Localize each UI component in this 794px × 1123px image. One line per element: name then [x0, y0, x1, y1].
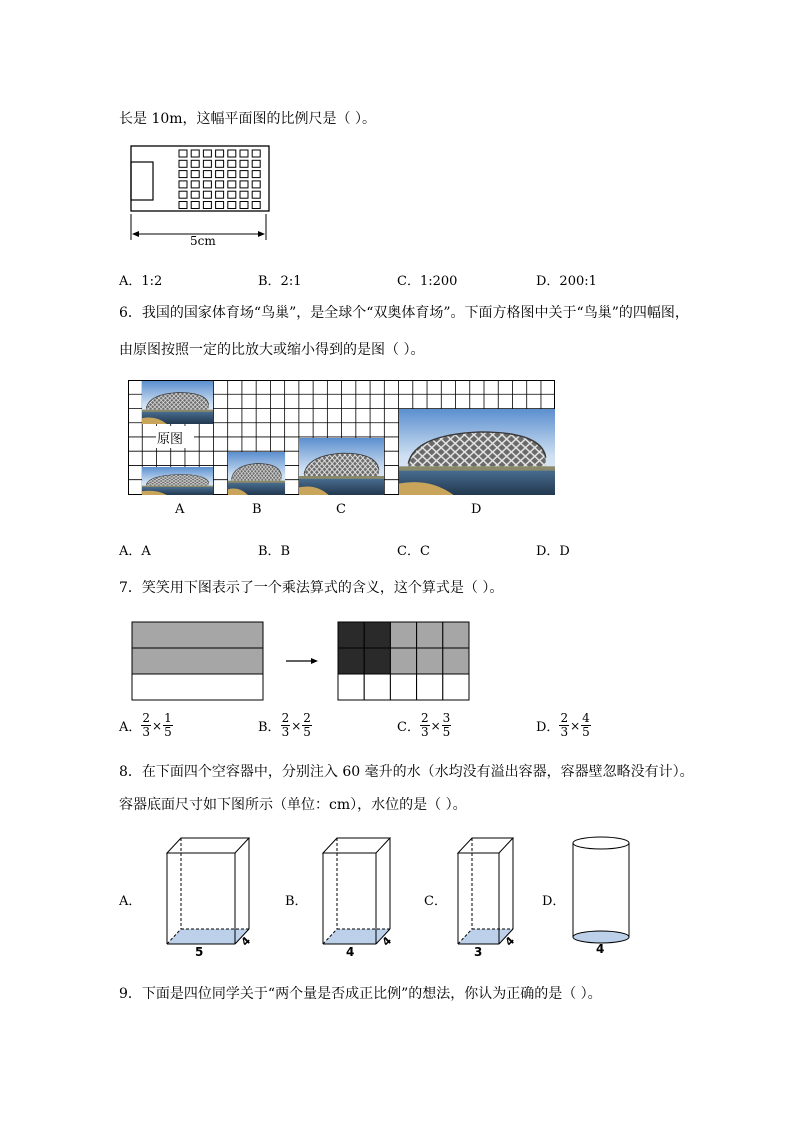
container-b-prism	[318, 835, 408, 965]
seat-square	[179, 171, 187, 178]
photo-a	[142, 467, 213, 495]
container-a-width: 5	[195, 945, 204, 959]
model-cell	[364, 648, 390, 674]
q5-option-a[interactable]: A．1:2	[119, 274, 163, 289]
model-cell	[443, 622, 469, 648]
q7-text: 7．笑笑用下图表示了一个乘法算式的含义，这个算式是（ ）。	[119, 580, 504, 596]
q6-option-c[interactable]: C．C	[397, 544, 430, 559]
q7-option-c[interactable]: C． $\frac{2}{3}$ × $\frac{3}{5}$	[397, 711, 451, 739]
seat-square	[240, 150, 248, 157]
seat-square	[179, 181, 187, 188]
container-d-diameter: 4	[596, 942, 605, 956]
photo-b	[228, 452, 285, 495]
model-cell	[338, 622, 364, 648]
seat-square	[191, 191, 199, 198]
q9-text: 9．下面是四位同学关于“两个量是否成正比例”的想法，你认为正确的是（ ）。	[119, 986, 602, 1002]
container-c-width: 3	[474, 945, 483, 959]
floor-plan-figure	[128, 144, 270, 246]
q8-option-d[interactable]: D．	[542, 894, 566, 909]
original-label: 原图	[157, 428, 183, 447]
q5-option-b[interactable]: B．2:1	[258, 274, 302, 289]
q6-option-b[interactable]: B．B	[258, 544, 291, 559]
model-cell	[364, 622, 390, 648]
q7-option-a[interactable]: A． $\frac{2}{3}$ × $\frac{1}{5}$	[119, 711, 172, 739]
model-cell	[443, 648, 469, 674]
seat-square	[216, 150, 224, 157]
seat-square	[228, 160, 236, 167]
seat-square	[228, 181, 236, 188]
seat-square	[203, 150, 211, 157]
birds-nest-grid-figure	[128, 380, 556, 498]
model-cell	[417, 648, 443, 674]
seat-square	[252, 160, 260, 167]
seat-square	[191, 171, 199, 178]
photo-d	[399, 409, 555, 495]
seat-square	[228, 191, 236, 198]
model-cell	[390, 622, 416, 648]
q5-text: 长是 10m，这幅平面图的比例尺是（ ）。	[119, 111, 376, 127]
container-c-depth: 4	[502, 934, 518, 949]
seat-square	[240, 181, 248, 188]
seat-square	[228, 171, 236, 178]
q8-text-line1: 8．在下面四个空容器中，分别注入 60 毫升的水（水均没有溢出容器，容器壁忽略没有计）。	[119, 764, 694, 780]
q6-text-line1: 6．我国的国家体育场“鸟巢”，是全球个“双奥体育场”。下面方格图中关于“鸟巢”的四幅图，	[119, 305, 689, 321]
seat-square	[203, 202, 211, 209]
q6-option-d[interactable]: D．D	[536, 544, 570, 559]
seat-square	[228, 202, 236, 209]
seat-square	[240, 171, 248, 178]
fig-label-b: B	[252, 502, 262, 517]
seat-square	[203, 171, 211, 178]
model-cell	[417, 674, 443, 700]
model-cell	[338, 648, 364, 674]
container-b-depth: 4	[379, 934, 395, 949]
fig-label-c: C	[336, 502, 346, 517]
container-a-depth: 4	[238, 934, 254, 949]
seat-square	[216, 191, 224, 198]
fraction-model-figure	[130, 620, 475, 704]
seat-square	[191, 181, 199, 188]
container-b-width: 4	[346, 945, 355, 959]
seat-square	[191, 160, 199, 167]
seat-square	[179, 160, 187, 167]
q5-option-d[interactable]: D．200:1	[536, 274, 597, 289]
seat-square	[203, 181, 211, 188]
seat-square	[252, 150, 260, 157]
q8-text-line2: 容器底面尺寸如下图所示（单位：cm），水位的是（ ）。	[119, 797, 467, 813]
photo-c	[299, 438, 384, 495]
seat-square	[216, 160, 224, 167]
model-cell	[364, 674, 390, 700]
q7-option-d[interactable]: D． $\frac{2}{3}$ × $\frac{4}{5}$	[536, 711, 590, 739]
q8-option-c[interactable]: C．	[424, 894, 447, 909]
seat-square	[252, 181, 260, 188]
seat-square	[203, 191, 211, 198]
model-cell	[390, 648, 416, 674]
seat-square	[191, 150, 199, 157]
model-cell	[338, 674, 364, 700]
q8-option-b[interactable]: B．	[285, 894, 308, 909]
seat-square	[240, 191, 248, 198]
q6-text-line2: 由原图按照一定的比放大或缩小得到的是图（ ）。	[119, 342, 425, 358]
fig-label-a: A	[175, 502, 185, 517]
seat-square	[179, 191, 187, 198]
fig-label-d: D	[471, 502, 482, 517]
seat-square	[191, 202, 199, 209]
seat-square	[179, 150, 187, 157]
model-cell	[390, 674, 416, 700]
dimension-label: 5cm	[190, 234, 216, 248]
seat-square	[252, 191, 260, 198]
seat-square	[203, 160, 211, 167]
seat-square	[179, 202, 187, 209]
seat-square	[228, 150, 236, 157]
q6-option-a[interactable]: A．A	[119, 544, 151, 559]
seat-square	[216, 171, 224, 178]
q7-option-b[interactable]: B． $\frac{2}{3}$ × $\frac{2}{5}$	[258, 711, 311, 739]
seat-square	[216, 181, 224, 188]
model-cell	[417, 622, 443, 648]
model-cell	[443, 674, 469, 700]
q5-option-c[interactable]: C．1:200	[397, 274, 458, 289]
original-photo	[142, 381, 213, 424]
seat-square	[252, 202, 260, 209]
seat-square	[252, 171, 260, 178]
seat-square	[240, 160, 248, 167]
q8-option-a[interactable]: A．	[119, 894, 142, 909]
container-c-prism	[453, 835, 533, 965]
seat-square	[216, 202, 224, 209]
seat-square	[240, 202, 248, 209]
